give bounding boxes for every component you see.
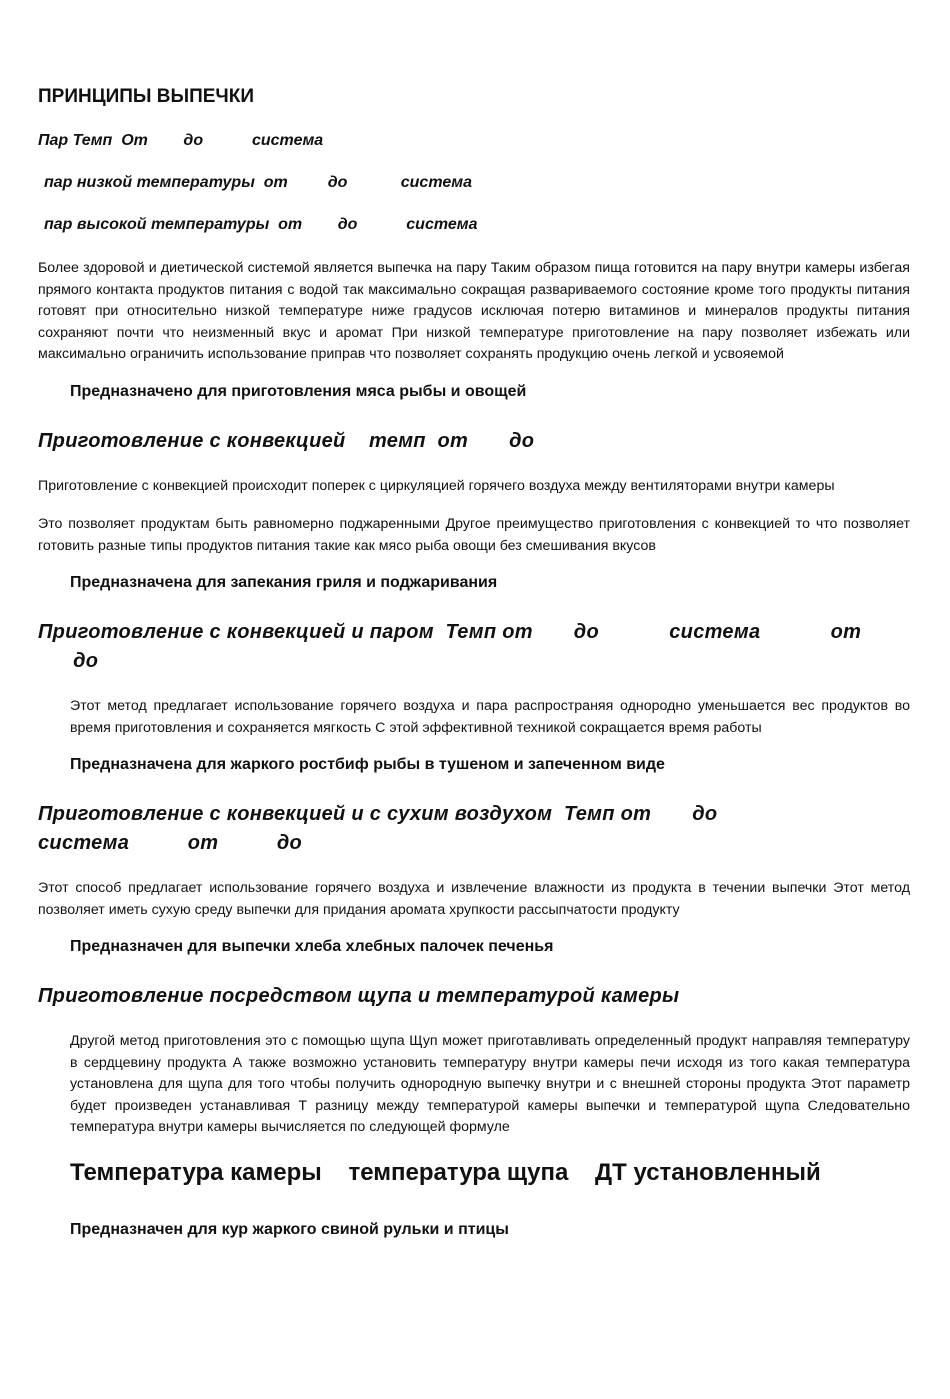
high-steam-temp-line: пар высокой температуры от до система	[44, 216, 478, 233]
probe-paragraph: Другой метод приготовления это с помощью щупа Щуп может приготавливать определенный продукт направляя температуру в сердцевину продукта А также возможно установить температуру внутри камеры печи исходя из того какая температура установлена для щупа для того чтобы получить однородную выпечку внутри и с внешней стороны продукта Этот параметр будет произведен устанавливая Т разницу между температурой камеры выпечки и температурой щупа Следовательно температура внутри камеры вычисляется по следующей формуле	[70, 1033, 910, 1135]
convection-paragraph-1: Приготовление с конвекцией происходит поперек с циркуляцией горячего воздуха между вентиляторами внутри камеры	[38, 477, 835, 494]
probe-purpose-note: Предназначен для кур жаркого свиной рульки и птицы	[70, 1220, 509, 1238]
convection-dry-purpose-note: Предназначен для выпечки хлеба хлебных палочек печенья	[70, 938, 554, 955]
probe-heading: Приготовление посредством щупа и температурой камеры	[38, 985, 680, 1007]
chamber-temperature-formula: Температура камеры температура щупа ДТ установленный	[70, 1158, 821, 1186]
low-steam-temp-line: пар низкой температуры от до система	[44, 174, 472, 191]
convection-dry-paragraph: Этот способ предлагает использование горячего воздуха и извлечение влажности из продукта в течении выпечки Этот метод позволяет иметь сухую среду выпечки для придания аромата хрупкости рассыпчатости продукту	[38, 880, 910, 918]
document-title: ПРИНЦИПЫ ВЫПЕЧКИ	[38, 86, 255, 107]
convection-steam-paragraph: Этот метод предлагает использование горячего воздуха и пара распространяя однородно уменьшается вес продуктов во время приготовления и сохраняется мягкость С этой эффективной техникой сокращается время работы	[70, 698, 910, 736]
steam-temp-line: Пар Темп От до система	[38, 132, 324, 149]
steam-paragraph: Более здоровой и диетической системой является выпечка на пару Таким образом пища готовится на пару внутри камеры избегая прямого контакта продуктов питания с водой так максимально сокращая развариваемого состояние кроме того продукты питания готовят при относительно низкой температуре ниже градусов исключая потерю витаминов и минералов продукты питания сохраняют почти что неизменный вкус и аромат При низкой температуре приготовление на пару позволяет избежать или максимально ограничить использование приправ что позволяет сохранять продукцию очень легкой и усвояемой	[38, 260, 910, 362]
steam-purpose-note: Предназначено для приготовления мяса рыбы и овощей	[70, 382, 527, 400]
convection-purpose-note: Предназначена для запекания гриля и поджаривания	[70, 574, 498, 591]
convection-dry-heading: Приготовление с конвекцией и с сухим воздухом Темп от до система от до	[38, 803, 718, 854]
convection-steam-heading: Приготовление с конвекцией и паром Темп от до система от до	[38, 621, 862, 672]
document-page	[38, 86, 910, 1265]
convection-heading: Приготовление с конвекцией темп от до	[38, 429, 535, 452]
convection-paragraph-2: Это позволяет продуктам быть равномерно поджаренными Другое преимущество приготовления с конвекцией то что позволяет готовить разные типы продуктов питания такие как мясо рыба овощи без смешивания вкусов	[38, 516, 910, 554]
convection-steam-purpose-note: Предназначена для жаркого ростбиф рыбы в тушеном и запеченном виде	[70, 756, 665, 773]
